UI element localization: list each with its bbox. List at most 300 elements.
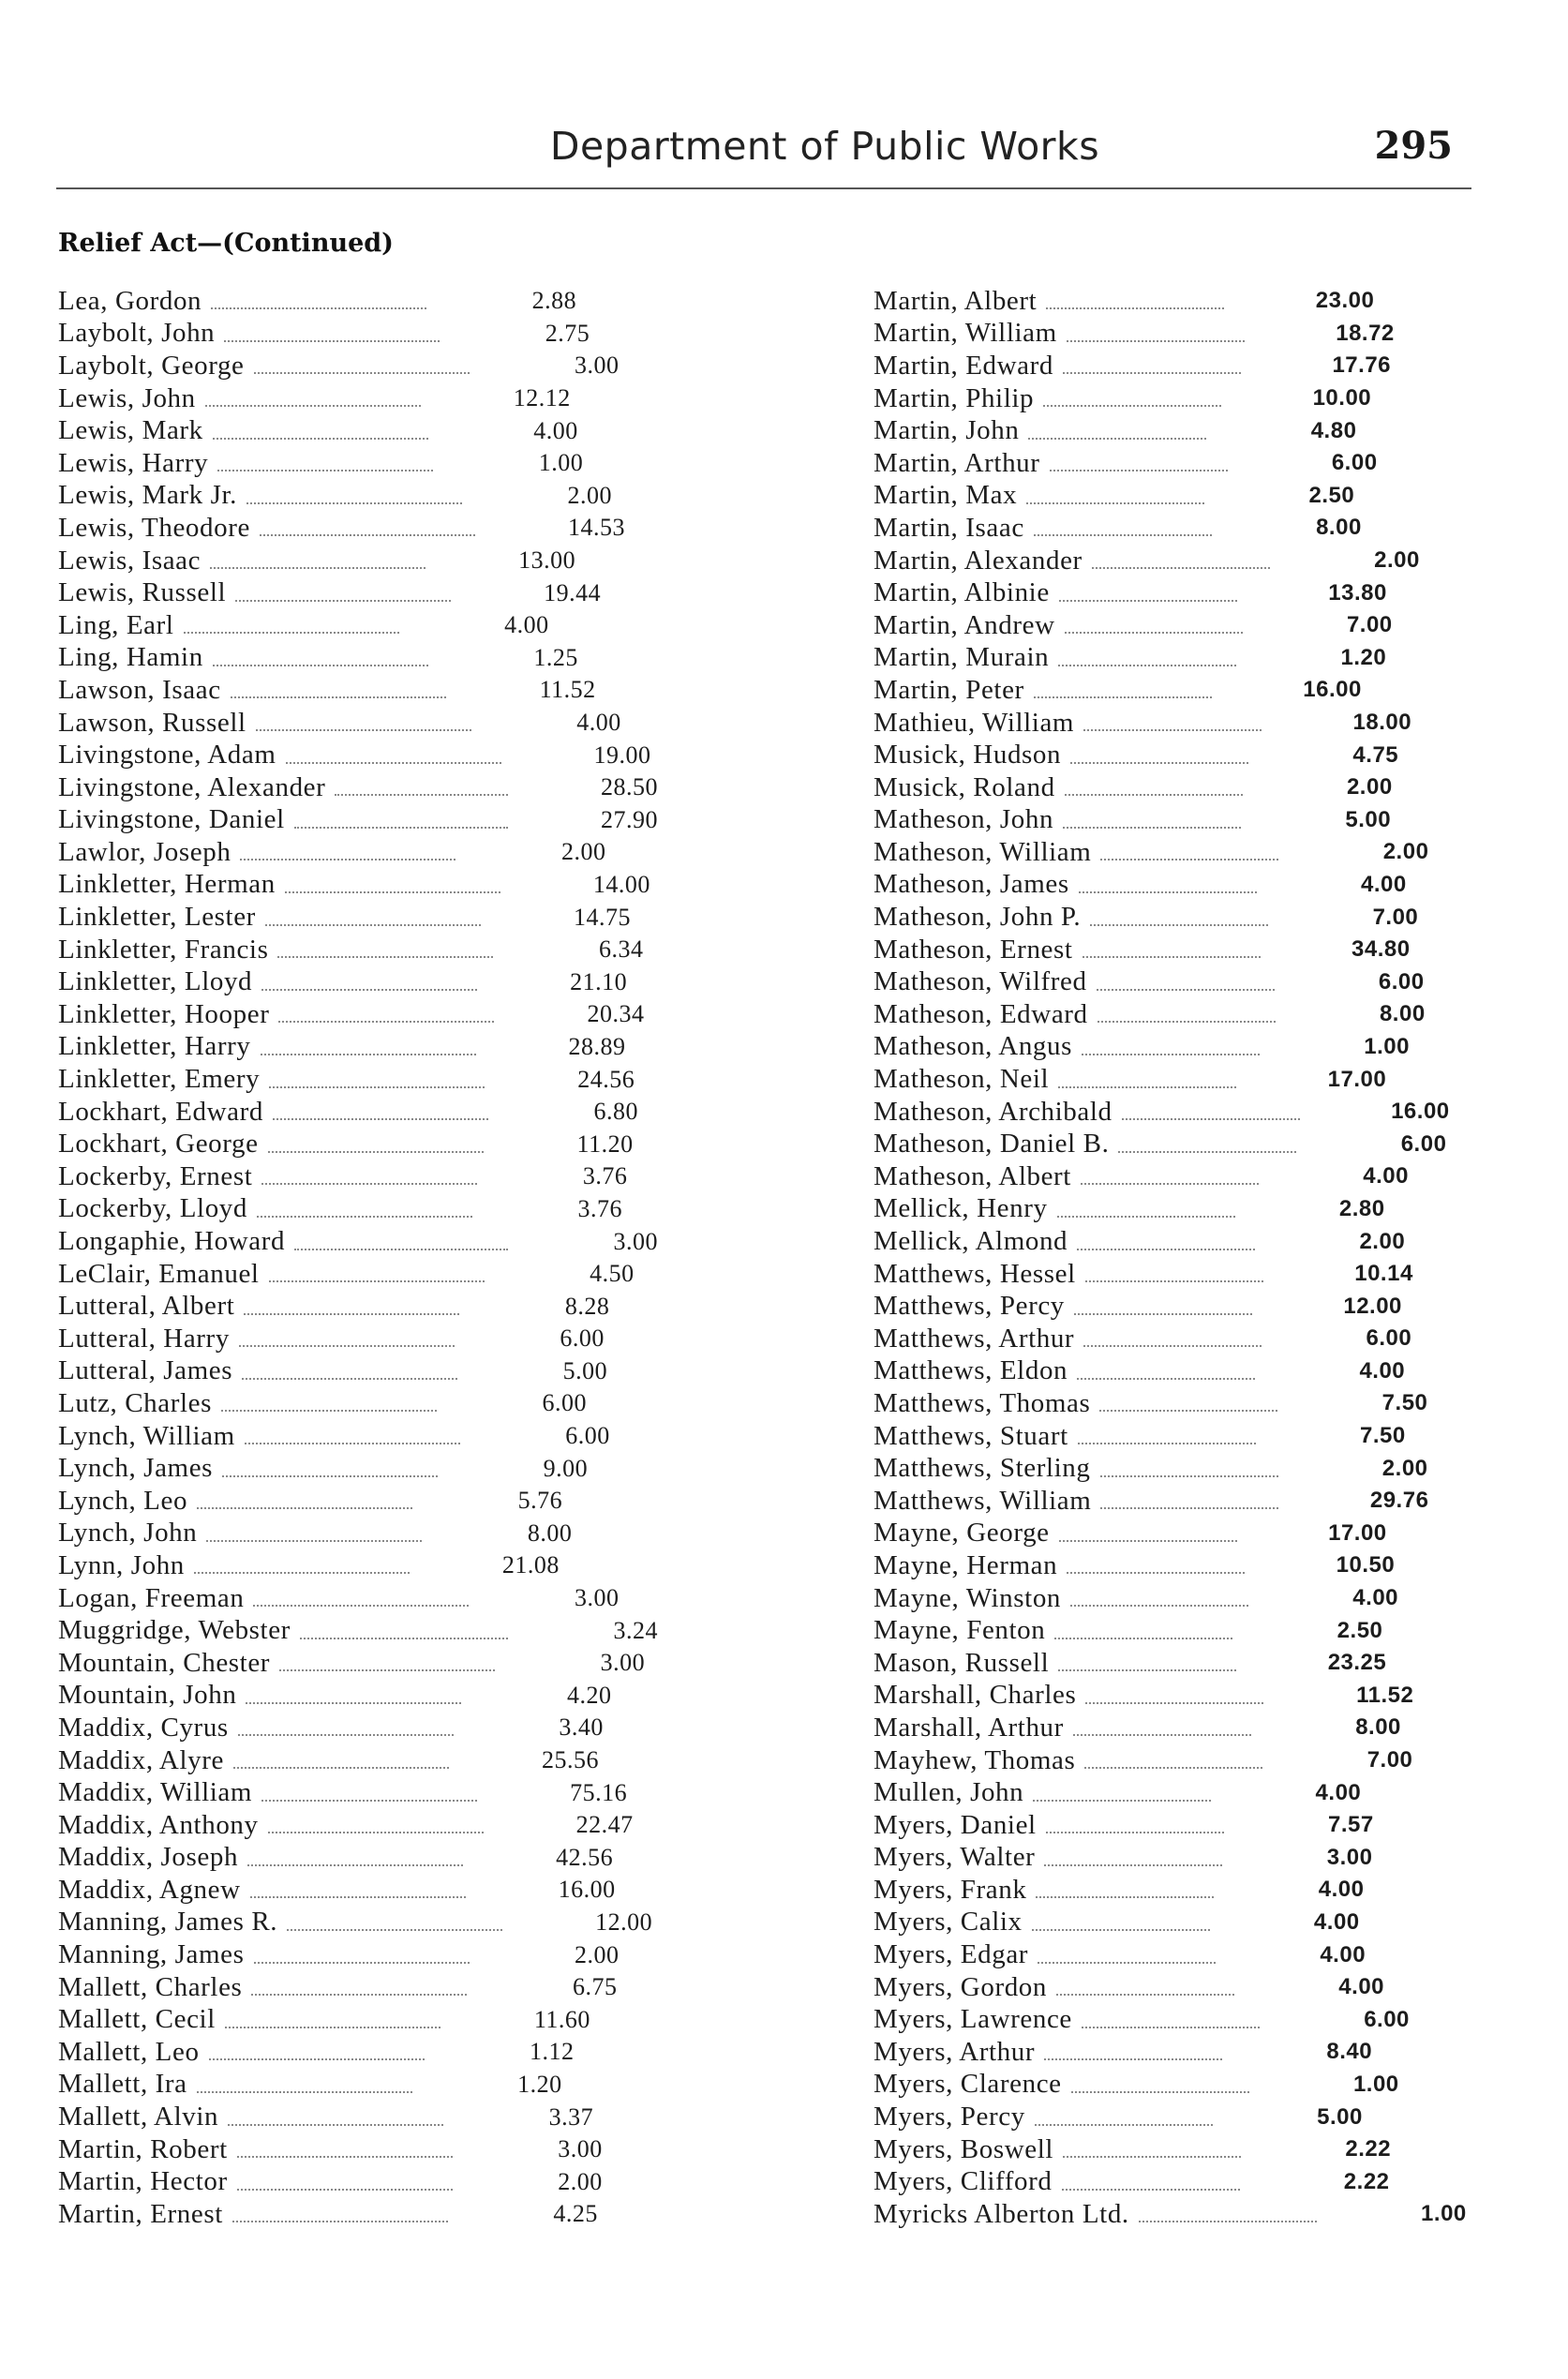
entry-amount: 13.80 (1328, 579, 1387, 606)
list-item (874, 1355, 1473, 1388)
entry-amount: 1.20 (1340, 644, 1387, 670)
entry-amount: 2.88 (531, 287, 577, 315)
list-item (874, 1744, 1473, 1777)
entry-amount: 6.00 (565, 1422, 610, 1450)
list-item (58, 1680, 658, 1713)
dot-leader (279, 1669, 495, 1671)
entry-amount: 4.00 (1338, 1974, 1385, 2000)
entry-name: Maddix, Agnew (58, 1874, 241, 1905)
list-item (874, 998, 1473, 1031)
entry-name: Martin, Robert (58, 2133, 228, 2164)
entry-amount: 5.76 (517, 1487, 563, 1515)
dot-leader (247, 1864, 463, 1866)
list-item (874, 480, 1473, 513)
entry-name: Mathieu, William (874, 707, 1075, 738)
list-item (874, 318, 1473, 351)
list-item (874, 2133, 1473, 2166)
entry-name: Martin, Andrew (874, 609, 1055, 640)
entry-amount: 3.00 (1326, 1844, 1373, 1870)
dot-leader (246, 502, 462, 504)
list-item (58, 1258, 658, 1291)
dot-leader (1083, 729, 1262, 731)
entry-name: Muggridge, Webster (58, 1615, 291, 1646)
list-item (58, 771, 658, 804)
entry-name: Mellick, Almond (874, 1226, 1068, 1257)
entry-amount: 4.00 (1361, 871, 1407, 897)
dot-leader (1036, 1896, 1214, 1898)
dot-leader (250, 1896, 466, 1898)
entry-amount: 6.00 (560, 1324, 605, 1353)
entry-name: Martin, Max (874, 480, 1018, 511)
entry-amount: 19.00 (593, 741, 651, 769)
entry-name: Myers, Walter (874, 1842, 1036, 1873)
dot-leader (269, 1280, 485, 1282)
entry-amount: 3.00 (558, 2135, 603, 2163)
dot-leader (1065, 632, 1243, 634)
dot-leader (1063, 827, 1241, 829)
dot-leader (222, 1475, 438, 1477)
dot-leader (1054, 1638, 1232, 1639)
entry-amount: 2.75 (545, 319, 590, 347)
entry-amount: 10.14 (1354, 1261, 1413, 1287)
entry-amount: 27.90 (601, 805, 658, 833)
dot-leader (1099, 1410, 1277, 1412)
entry-name: Lutteral, Albert (58, 1291, 235, 1322)
dot-leader (1077, 1249, 1255, 1250)
dot-leader (1082, 2027, 1260, 2028)
entry-name: Myers, Calix (874, 1907, 1023, 1938)
entry-name: Linkletter, Francis (58, 934, 269, 965)
entry-name: Matheson, Edward (874, 998, 1088, 1029)
entry-amount: 2.00 (575, 1940, 620, 1968)
entry-name: Mayhew, Thomas (874, 1744, 1076, 1775)
entry-amount: 7.00 (1372, 904, 1419, 930)
entry-amount: 8.40 (1326, 2039, 1373, 2065)
entry-amount: 25.56 (541, 1746, 599, 1774)
list-item (874, 1128, 1473, 1160)
dot-leader (1078, 1443, 1256, 1444)
list-item (874, 576, 1473, 609)
entry-name: Lynch, William (58, 1420, 235, 1451)
list-item (58, 998, 658, 1031)
list-item (58, 1907, 658, 1939)
entry-amount: 5.00 (1317, 2103, 1363, 2130)
entry-name: Maddix, Cyrus (58, 1712, 229, 1743)
entry-name: Manning, James (58, 1939, 245, 1970)
entry-amount: 6.00 (1366, 1325, 1412, 1352)
entry-name: Musick, Roland (874, 771, 1055, 802)
entry-amount: 2.00 (558, 2167, 603, 2195)
entry-amount: 8.00 (1379, 1001, 1426, 1027)
list-item (58, 2003, 658, 2036)
dot-leader (254, 1962, 470, 1964)
section-heading: Relief Act—(Continued) (58, 229, 394, 258)
entry-amount: 3.00 (575, 352, 620, 380)
list-item (58, 1549, 658, 1582)
entry-name: Musick, Hudson (874, 740, 1062, 771)
left-column (58, 285, 658, 2231)
entry-name: LeClair, Emanuel (58, 1258, 260, 1289)
entry-name: Logan, Freeman (58, 1582, 245, 1613)
dot-leader (1092, 567, 1270, 569)
list-item (874, 1225, 1473, 1258)
dot-leader (1118, 1151, 1296, 1153)
entry-amount: 2.00 (1359, 1228, 1406, 1254)
entry-amount: 6.00 (1364, 2006, 1410, 2032)
dot-leader (335, 794, 508, 796)
list-item (874, 1031, 1473, 1064)
dot-leader (261, 1800, 477, 1802)
entry-amount: 6.80 (593, 1098, 638, 1126)
dot-leader (1067, 1572, 1245, 1574)
dot-leader (1034, 534, 1212, 536)
dot-leader (1058, 1669, 1236, 1671)
list-item (874, 1518, 1473, 1550)
list-item (874, 512, 1473, 545)
list-item (874, 642, 1473, 675)
entry-amount: 2.00 (1346, 774, 1393, 800)
dot-leader (228, 2124, 443, 2126)
list-item (58, 609, 658, 642)
entry-name: Lewis, Russell (58, 577, 227, 608)
entry-amount: 34.80 (1351, 936, 1411, 963)
entry-name: Matthews, Eldon (874, 1355, 1068, 1386)
list-item (874, 1938, 1473, 1971)
entry-amount: 4.00 (1315, 1779, 1362, 1805)
entry-name: Matthews, Stuart (874, 1420, 1068, 1451)
entry-name: Lynch, John (58, 1518, 198, 1549)
entry-name: Lynch, Leo (58, 1485, 188, 1516)
entry-amount: 11.52 (539, 676, 596, 704)
list-item (58, 1225, 658, 1258)
entry-amount: 12.00 (595, 1908, 653, 1936)
entry-name: Linkletter, Herman (58, 869, 276, 900)
list-item (58, 1031, 658, 1064)
list-item (58, 1874, 658, 1907)
list-item (874, 739, 1473, 771)
entry-name: Matthews, Arthur (874, 1323, 1075, 1354)
dot-leader (239, 1345, 455, 1347)
entry-name: Laybolt, George (58, 350, 245, 381)
list-item (58, 674, 658, 707)
entry-amount: 1.00 (1352, 2071, 1399, 2097)
list-item (58, 2101, 658, 2133)
entry-name: Lewis, Theodore (58, 512, 250, 543)
dot-leader (1044, 2058, 1222, 2060)
entry-name: Mason, Russell (874, 1647, 1050, 1678)
dot-leader (240, 859, 455, 860)
list-item (58, 707, 658, 740)
dot-leader (1033, 1800, 1211, 1802)
entry-amount: 2.80 (1338, 1195, 1385, 1221)
dot-leader (1026, 502, 1204, 504)
dot-leader (1100, 1507, 1278, 1509)
list-item (874, 2003, 1473, 2036)
entry-amount: 4.00 (1359, 1357, 1406, 1384)
entry-amount: 28.50 (601, 773, 658, 801)
dot-leader (1100, 1475, 1278, 1477)
entry-amount: 1.25 (533, 643, 578, 671)
dot-leader (1057, 1216, 1235, 1218)
list-item (874, 2101, 1473, 2133)
entry-amount: 4.00 (1318, 1877, 1365, 1903)
list-item (58, 965, 658, 998)
entry-name: Martin, John (874, 415, 1020, 446)
entry-amount: 8.00 (1316, 515, 1362, 541)
list-item (58, 1744, 658, 1777)
entry-name: Martin, Philip (874, 382, 1035, 413)
entry-name: Mellick, Henry (874, 1193, 1048, 1224)
list-item (58, 447, 658, 480)
entry-amount: 17.00 (1328, 1519, 1387, 1546)
dot-leader (184, 632, 399, 634)
entry-name: Matheson, John P. (874, 902, 1082, 933)
entry-name: Marshall, Arthur (874, 1712, 1064, 1743)
entry-name: Lockhart, Edward (58, 1096, 263, 1127)
dot-leader (232, 2221, 448, 2222)
entry-amount: 12.12 (513, 384, 571, 412)
dot-leader (1065, 794, 1243, 796)
dot-leader (246, 1702, 461, 1704)
entry-amount: 3.00 (574, 1584, 620, 1612)
entry-amount: 1.20 (517, 2070, 562, 2098)
entry-name: Mallett, Charles (58, 1971, 243, 2002)
entry-amount: 16.00 (1391, 1099, 1450, 1125)
list-item (58, 414, 658, 447)
dot-leader (287, 1929, 502, 1931)
dot-leader (268, 1151, 484, 1153)
entry-amount: 20.34 (587, 1000, 645, 1028)
list-item (58, 1387, 658, 1420)
entry-name: Myers, Clarence (874, 2069, 1062, 2100)
entry-amount: 10.50 (1336, 1552, 1396, 1579)
entry-amount: 11.60 (533, 2005, 590, 2033)
entry-amount: 1.00 (538, 449, 584, 477)
entry-amount: 18.72 (1336, 320, 1395, 346)
entry-amount: 4.00 (1313, 1908, 1360, 1935)
entry-name: Lawson, Isaac (58, 674, 221, 705)
entry-name: Matthews, Sterling (874, 1453, 1091, 1484)
dot-leader (235, 600, 451, 602)
entry-name: Mayne, George (874, 1518, 1050, 1549)
list-item (874, 771, 1473, 804)
list-item (58, 2165, 658, 2198)
entry-amount: 6.34 (598, 935, 644, 964)
dot-leader (1122, 1118, 1300, 1120)
entry-amount: 13.00 (518, 546, 576, 575)
list-item (58, 1614, 658, 1647)
entry-name: Mountain, John (58, 1680, 237, 1711)
entry-name: Lewis, Mark Jr. (58, 480, 238, 511)
entry-name: Mullen, John (874, 1777, 1024, 1808)
entry-amount: 2.00 (1381, 1455, 1428, 1481)
entry-name: Myers, Frank (874, 1874, 1027, 1905)
list-item (58, 1776, 658, 1809)
entry-amount: 6.00 (1400, 1130, 1447, 1157)
list-item (58, 1323, 658, 1355)
list-item (874, 1971, 1473, 2004)
list-item (874, 1874, 1473, 1907)
entry-amount: 7.50 (1381, 1390, 1428, 1416)
dot-leader (1062, 2189, 1240, 2191)
entry-name: Lewis, John (58, 382, 196, 413)
dot-leader (1139, 2221, 1317, 2222)
entry-name: Maddix, Anthony (58, 1809, 259, 1840)
list-item (58, 1647, 658, 1680)
dot-leader (1074, 1313, 1252, 1315)
entry-amount: 29.76 (1369, 1488, 1429, 1514)
entry-name: Myricks Alberton Ltd. (874, 2198, 1129, 2229)
entry-name: Myers, Percy (874, 2102, 1025, 2132)
dot-leader (1063, 2156, 1241, 2158)
dot-leader (237, 2189, 453, 2191)
list-item (874, 674, 1473, 707)
entry-name: Mallett, Leo (58, 2036, 200, 2067)
dot-leader (1090, 924, 1268, 926)
entry-name: Martin, Isaac (874, 512, 1024, 543)
entry-name: Matheson, Archibald (874, 1096, 1113, 1127)
dot-leader (1063, 372, 1241, 374)
dot-leader (261, 1183, 477, 1185)
list-item (874, 1776, 1473, 1809)
entry-amount: 21.10 (570, 967, 628, 995)
entry-amount: 22.47 (575, 1811, 634, 1839)
list-item (874, 414, 1473, 447)
entry-name: Lewis, Isaac (58, 545, 202, 576)
entry-name: Myers, Lawrence (874, 2004, 1072, 2035)
dot-leader (231, 696, 446, 698)
list-item (874, 1809, 1473, 1842)
list-item (58, 1128, 658, 1160)
list-item (874, 804, 1473, 837)
dot-leader (197, 1507, 412, 1509)
list-item (874, 1907, 1473, 1939)
dot-leader (265, 924, 481, 926)
dot-leader (244, 1313, 459, 1315)
entry-amount: 3.40 (559, 1713, 604, 1742)
entry-amount: 7.50 (1360, 1423, 1406, 1449)
entry-amount: 5.00 (562, 1356, 608, 1384)
entry-name: Marshall, Charles (874, 1680, 1077, 1711)
list-item (874, 1063, 1473, 1096)
list-item (58, 1452, 658, 1485)
list-item (874, 1582, 1473, 1615)
entry-amount: 42.56 (556, 1843, 614, 1871)
entry-amount: 14.75 (573, 903, 631, 931)
dot-leader (256, 729, 471, 731)
list-item (874, 1614, 1473, 1647)
entry-name: Matheson, Albert (874, 1160, 1071, 1191)
dot-leader (1067, 340, 1245, 342)
entry-amount: 28.89 (568, 1032, 626, 1060)
dot-leader (1058, 665, 1236, 666)
entry-name: Lewis, Mark (58, 415, 203, 446)
list-item (58, 804, 658, 837)
list-item (58, 1096, 658, 1129)
dot-leader (210, 567, 426, 569)
entry-amount: 4.00 (576, 709, 621, 737)
list-item (58, 1290, 658, 1323)
list-item (874, 1712, 1473, 1744)
dot-leader (260, 534, 475, 536)
list-item (58, 576, 658, 609)
entry-amount: 6.00 (1331, 450, 1378, 476)
entry-amount: 16.00 (1303, 677, 1362, 703)
entry-amount: 1.12 (530, 2038, 575, 2066)
list-item (58, 1712, 658, 1744)
list-item (874, 707, 1473, 740)
entry-amount: 6.75 (572, 1973, 618, 2001)
list-item (58, 480, 658, 513)
list-item (874, 2036, 1473, 2069)
dot-leader (1085, 1280, 1263, 1282)
entry-amount: 4.80 (1310, 417, 1357, 443)
list-item (58, 2133, 658, 2166)
dot-leader (294, 827, 508, 829)
list-item (874, 901, 1473, 934)
dot-leader (261, 989, 477, 991)
dot-leader (197, 2091, 412, 2093)
right-column (874, 285, 1473, 2231)
list-item (874, 1647, 1473, 1680)
list-item (874, 350, 1473, 382)
entry-amount: 18.00 (1352, 710, 1412, 736)
entry-amount: 1.00 (1364, 1033, 1410, 1059)
entry-name: Myers, Arthur (874, 2036, 1036, 2067)
entry-amount: 6.00 (1378, 968, 1425, 995)
entry-name: Livingstone, Daniel (58, 804, 285, 835)
entry-amount: 2.50 (1308, 482, 1355, 508)
dot-leader (1059, 1540, 1237, 1542)
entry-amount: 3.00 (600, 1649, 646, 1677)
entry-amount: 3.00 (613, 1227, 658, 1255)
dot-leader (205, 405, 421, 407)
dot-leader (254, 372, 470, 374)
dot-leader (1082, 1054, 1260, 1055)
entry-name: Lockhart, George (58, 1129, 259, 1160)
list-item (874, 934, 1473, 966)
list-item (58, 1193, 658, 1226)
entry-amount: 1.00 (1421, 2201, 1467, 2227)
entry-amount: 9.00 (543, 1454, 589, 1482)
entry-name: Myers, Gordon (874, 1971, 1048, 2002)
list-item (58, 1063, 658, 1096)
dot-leader (253, 1605, 469, 1607)
dot-leader (242, 1378, 457, 1380)
header-rule (56, 187, 1471, 189)
list-item (58, 869, 658, 902)
list-item (874, 1323, 1473, 1355)
list-item (874, 2165, 1473, 2198)
entry-amount: 6.00 (542, 1389, 588, 1417)
entry-amount: 14.00 (592, 870, 650, 898)
entry-name: Martin, Arthur (874, 447, 1040, 478)
entry-name: Matthews, Hessel (874, 1258, 1076, 1289)
dot-leader (233, 1767, 449, 1769)
entry-name: Martin, Alexander (874, 545, 1083, 576)
entry-amount: 4.00 (1352, 1585, 1399, 1611)
dot-leader (273, 1118, 488, 1120)
list-item (58, 1809, 658, 1842)
entry-name: Matthews, Thomas (874, 1387, 1091, 1418)
entry-name: Martin, Peter (874, 674, 1024, 705)
dot-leader (1034, 696, 1212, 698)
dot-leader (1084, 1767, 1262, 1769)
list-item (58, 350, 658, 382)
list-item (874, 1290, 1473, 1323)
entry-name: Lynch, James (58, 1453, 214, 1484)
list-item (874, 285, 1473, 318)
